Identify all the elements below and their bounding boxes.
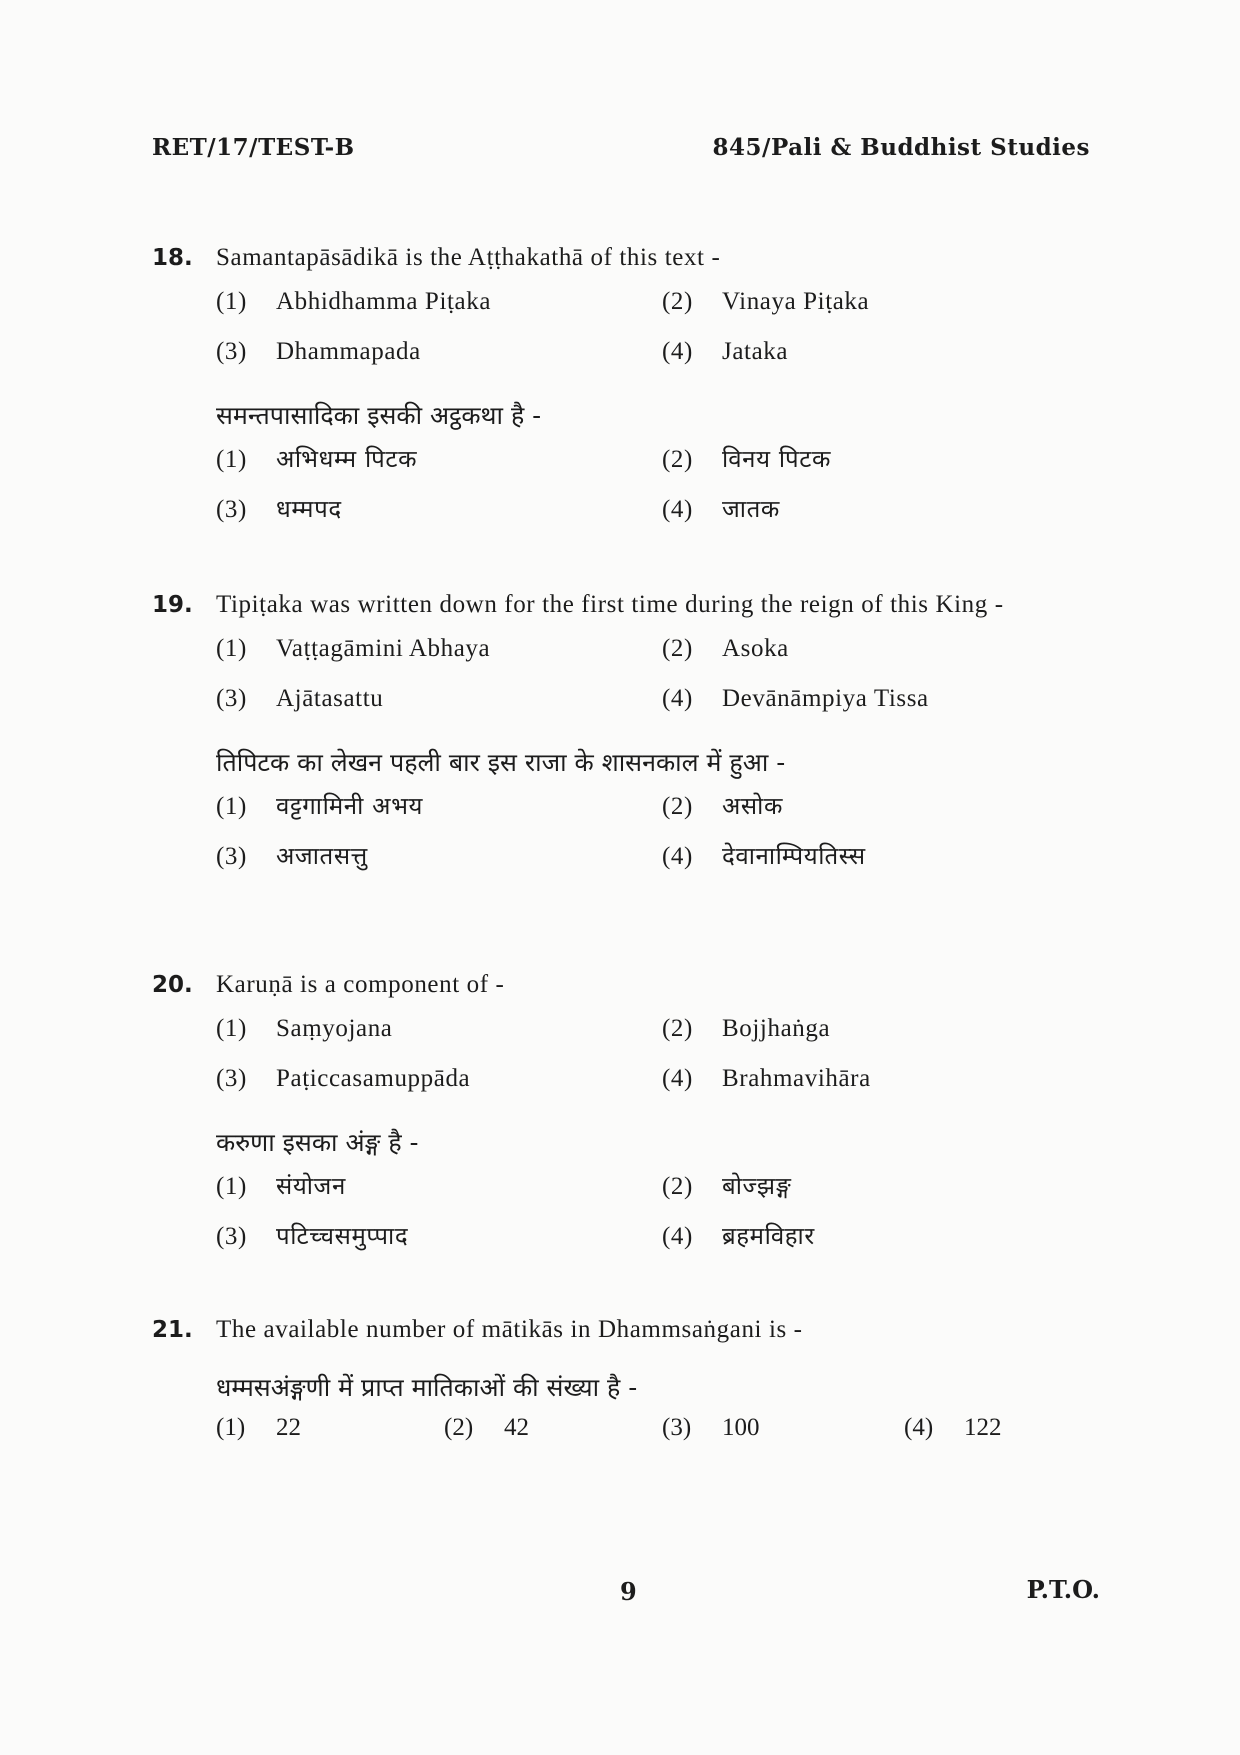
question-text: Karuṇā is a component of -: [216, 971, 505, 998]
hindi-option-3: (3) अजातसत्तु: [216, 842, 368, 870]
option-3: (3) Dhammapada: [216, 338, 421, 365]
question-20: [152, 965, 1102, 1265]
options-hindi: [216, 785, 1102, 885]
option-2: (2) Bojjhaṅga: [662, 1015, 831, 1042]
question-number: 18.: [152, 245, 193, 271]
question-number: 19.: [152, 592, 193, 618]
options-row: [216, 1410, 1102, 1460]
question-21: [152, 1310, 1102, 1460]
hindi-option-1: (1) संयोजन: [216, 1172, 346, 1200]
option-4: (4) Brahmavihāra: [662, 1065, 871, 1092]
question-text-hindi: तिपिटक का लेखन पहली बार इस राजा के शासनकाल में हुआ -: [216, 748, 786, 777]
question-text: Samantapāsādikā is the Aṭṭhakathā of this text -: [216, 244, 721, 271]
option-4: (4) 122: [904, 1414, 1002, 1441]
option-1: (1) Abhidhamma Piṭaka: [216, 288, 492, 315]
option-2: (2) Asoka: [662, 635, 789, 662]
hindi-option-1: (1) वट्टगामिनी अभय: [216, 792, 424, 820]
option-4: (4) Jataka: [662, 338, 789, 365]
option-3: (3) 100: [662, 1414, 760, 1441]
hindi-option-1: (1) अभिधम्म पिटक: [216, 445, 418, 473]
hindi-option-3: (3) धम्मपद: [216, 495, 342, 523]
paper-code: RET/17/TEST-B: [152, 134, 355, 161]
option-3: (3) Paṭiccasamuppāda: [216, 1065, 471, 1092]
option-4: (4) Devānāmpiya Tissa: [662, 685, 929, 712]
options-hindi: [216, 1165, 1102, 1265]
hindi-option-2: (2) बोज्झङ्ग: [662, 1172, 792, 1200]
page-number: 9: [620, 1577, 637, 1606]
option-1: (1) Saṃyojana: [216, 1015, 393, 1042]
options-hindi: [216, 438, 1102, 538]
hindi-option-4: (4) ब्रहमविहार: [662, 1222, 815, 1250]
question-text-hindi: धम्मसअंङ्गणी में प्राप्त मातिकाओं की संख्या है -: [216, 1373, 638, 1402]
option-2: (2) Vinaya Piṭaka: [662, 288, 870, 315]
options-english: [216, 631, 1102, 731]
question-number: 21.: [152, 1317, 193, 1343]
question-number: 20.: [152, 972, 193, 998]
options-english: [216, 284, 1102, 384]
please-turn-over: P.T.O.: [1026, 1575, 1100, 1604]
options-english: [216, 1011, 1102, 1111]
question-text-hindi: करुणा इसका अंङ्ग है -: [216, 1128, 419, 1157]
question-19: [152, 585, 1102, 885]
hindi-option-4: (4) जातक: [662, 495, 780, 523]
option-1: (1) 22: [216, 1414, 301, 1441]
option-3: (3) Ajātasattu: [216, 685, 384, 712]
hindi-option-2: (2) विनय पिटक: [662, 445, 832, 473]
question-text-hindi: समन्तपासादिका इसकी अट्ठकथा है -: [216, 401, 542, 430]
question-text: The available number of mātikās in Dhammsaṅgani is -: [216, 1316, 803, 1343]
option-2: (2) 42: [444, 1414, 529, 1441]
hindi-option-2: (2) असोक: [662, 792, 784, 820]
question-text: Tipiṭaka was written down for the first time during the reign of this King -: [216, 591, 1004, 618]
hindi-option-3: (3) पटिच्चसमुप्पाद: [216, 1222, 409, 1250]
question-18: [152, 238, 1102, 538]
option-1: (1) Vaṭṭagāmini Abhaya: [216, 635, 491, 662]
subject-title: 845/Pali & Buddhist Studies: [712, 134, 1090, 161]
hindi-option-4: (4) देवानाम्पियतिस्स: [662, 842, 866, 870]
